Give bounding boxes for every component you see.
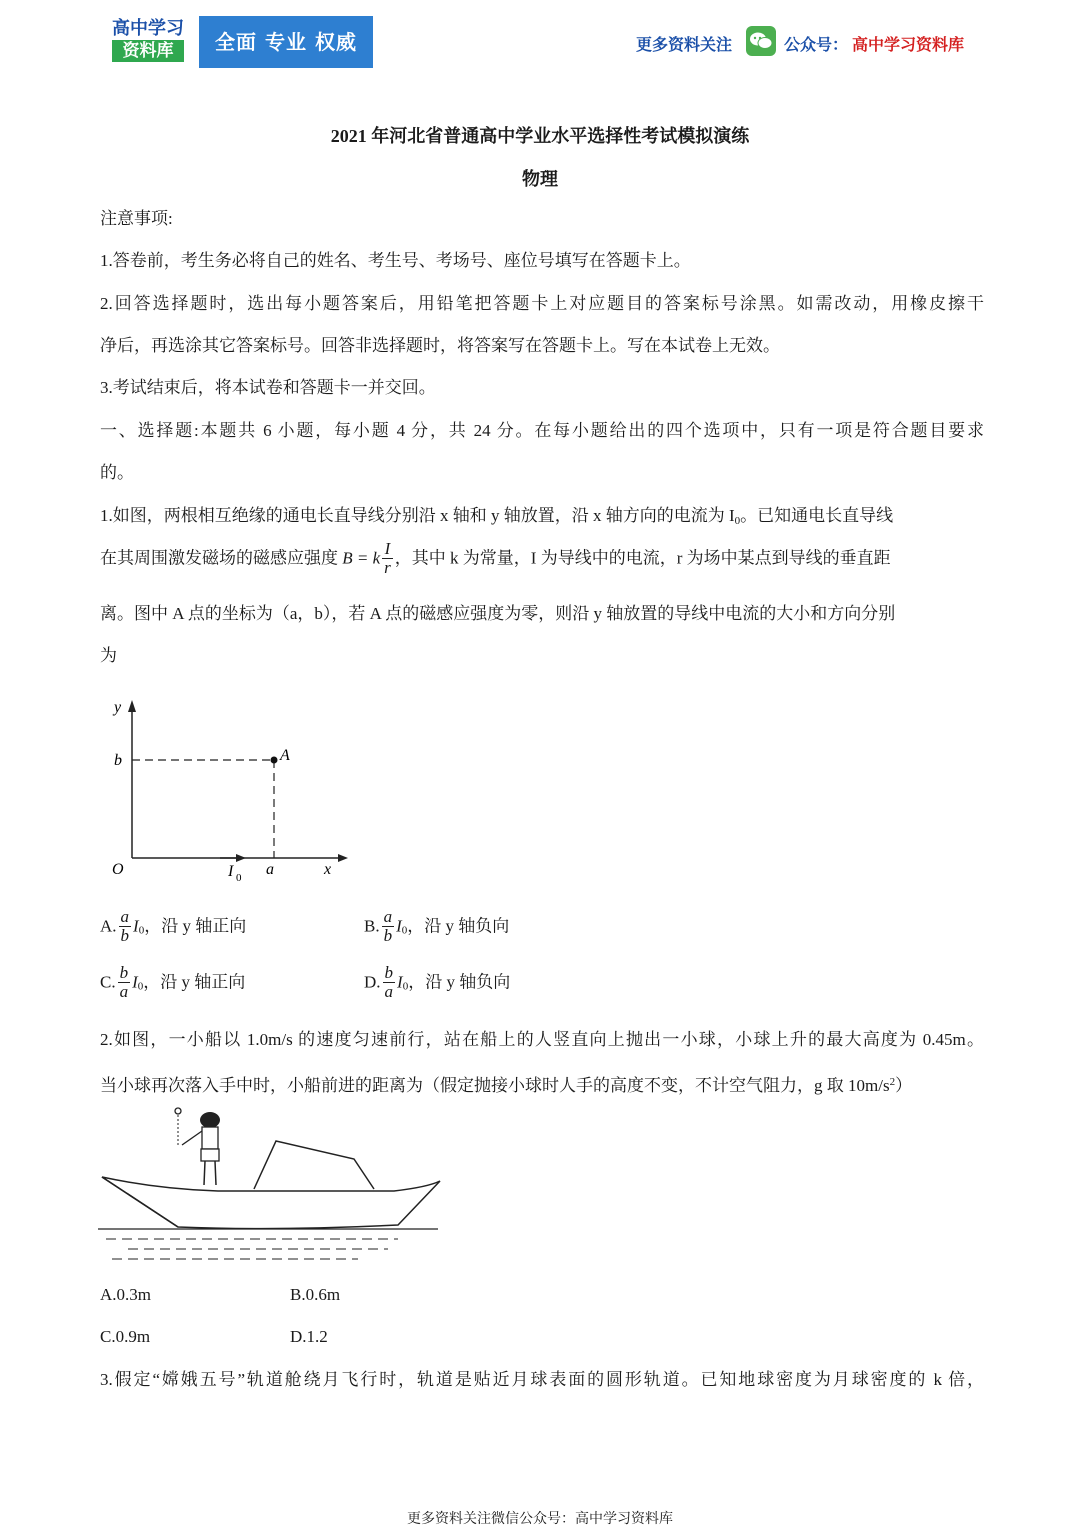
- label-b: b: [114, 752, 122, 769]
- q2-option-b: B.0.6m: [290, 1285, 341, 1304]
- exam-title: 2021 年河北省普通高中学业水平选择性考试模拟演练: [330, 126, 750, 146]
- option-c-prefix: C.: [100, 972, 116, 992]
- option-a-den: b: [120, 926, 130, 945]
- person-shorts: [201, 1149, 219, 1161]
- q2-boat-figure: [98, 1105, 443, 1265]
- option-a-i: I: [133, 916, 139, 936]
- option-d-text: ，沿 y 轴负向: [408, 972, 511, 992]
- subject-title: 物理: [522, 169, 558, 189]
- q1-line-1-post: 。已知通电长直导线: [740, 506, 894, 525]
- label-current-sub: 0: [236, 872, 242, 884]
- q1-option-c: [100, 964, 245, 1001]
- label-x: x: [324, 861, 332, 878]
- q1-option-b: [364, 908, 509, 945]
- q2-option-d: D.1.2: [290, 1327, 328, 1346]
- q3-line-1: 3.假定“嫦娥五号”轨道舱绕月飞行时，轨道是贴近月球表面的圆形轨道。已知地球密度为月球密度的 k 倍，: [100, 1370, 984, 1389]
- notice-item-1: 1.答卷前，考生务必将自己的姓名、考生号、考场号、座位号填写在答题卡上。: [100, 251, 691, 270]
- q1-option-a: [100, 908, 246, 945]
- q2-line-1: 2.如图，一小船以 1.0m/s 的速度匀速前行，站在船上的人竖直向上抛出一小球，小球上升的最大高度为 0.45m。: [100, 1030, 984, 1049]
- formula-fraction: [382, 540, 393, 577]
- q1-line-4: 为: [100, 646, 117, 665]
- person-leg-left: [204, 1161, 205, 1185]
- q1-line-1: [100, 505, 893, 532]
- option-b-den: b: [383, 926, 393, 945]
- q1-line-2-post: ，其中 k 为常量，I 为导线中的电流，r 为场中某点到导线的垂直距: [394, 548, 891, 568]
- notice-item-3: 3.考试结束后，将本试卷和答题卡一并交回。: [100, 378, 436, 397]
- boat-hull: [102, 1177, 440, 1229]
- q1-line-3: 离。图中 A 点的坐标为（a，b），若 A 点的磁感应强度为零，则沿 y 轴放置的导线中电流的大小和方向分别: [100, 604, 896, 623]
- option-d-i: I: [397, 972, 403, 992]
- option-a-num: a: [120, 907, 130, 926]
- notice-item-2b: 净后，再选涂其它答案标号。回答非选择题时，将答案写在答题卡上。写在本试卷上无效。: [100, 336, 780, 355]
- current-i0-arrowhead: [236, 854, 246, 862]
- q2-line-2-sup: 2: [889, 1076, 896, 1088]
- logo: [112, 18, 184, 64]
- label-current: I: [228, 863, 234, 880]
- option-a-text: ，沿 y 轴正向: [144, 916, 247, 936]
- option-c-i: I: [132, 972, 138, 992]
- point-a: [271, 757, 278, 764]
- slogan-banner: 全面 专业 权威: [199, 16, 373, 68]
- option-b-prefix: B.: [364, 916, 380, 936]
- wechat-icon: [746, 26, 776, 56]
- section-1-heading-cont: 的。: [100, 463, 134, 482]
- section-1-heading: 一、选择题:本题共 6 小题，每小题 4 分，共 24 分。在每小题给出的四个选项中，只有一项是符合题目要求: [100, 421, 984, 440]
- option-c-den: a: [119, 982, 129, 1001]
- promo-account-label: 公众号：: [784, 35, 849, 54]
- q1-axes-figure: [100, 690, 360, 890]
- x-axis-arrow: [338, 854, 348, 862]
- option-d-den: a: [384, 982, 394, 1001]
- page-footer: 更多资料关注微信公众号：高中学习资料库: [407, 1512, 673, 1527]
- option-c-text: ，沿 y 轴正向: [143, 972, 246, 992]
- person-body: [202, 1127, 218, 1149]
- option-d-num: b: [384, 963, 394, 982]
- notice-heading: 注意事项:: [100, 209, 173, 228]
- option-b-i: I: [396, 916, 402, 936]
- option-b-sub: 0: [401, 924, 408, 937]
- option-a-fraction: [119, 908, 132, 945]
- q1-line-2-pre: 在其周围激发磁场的磁感应强度: [100, 548, 338, 568]
- q1-option-d: [364, 964, 510, 1001]
- q2-line-2-post: ）: [895, 1076, 913, 1095]
- option-d-fraction: [383, 964, 396, 1001]
- promo-text: 更多资料关注: [636, 35, 733, 54]
- person-arm: [182, 1131, 202, 1145]
- formula-denominator: r: [384, 558, 391, 577]
- q2-option-a: A.0.3m: [100, 1285, 151, 1304]
- y-axis-arrow: [128, 700, 136, 712]
- option-b-fraction: [382, 908, 395, 945]
- q2-line-2: [100, 1071, 912, 1097]
- promo-account-name: 高中学习资料库: [852, 35, 965, 54]
- option-a-sub: 0: [138, 924, 145, 937]
- label-a: a: [266, 861, 274, 878]
- option-c-num: b: [119, 963, 129, 982]
- logo-top-text: 高中学习: [112, 18, 184, 39]
- q2-line-2-pre: 当小球再次落入手中时，小船前进的距离为（假定抛接小球时人手的高度不变，不计空气阻力，g 取 10m/s: [100, 1076, 890, 1095]
- notice-item-2a: 2.回答选择题时，选出每小题答案后，用铅笔把答题卡上对应题目的答案标号涂黑。如需改动，用橡皮擦干: [100, 294, 984, 313]
- option-d-sub: 0: [402, 980, 409, 993]
- q1-line-1-pre: 1.如图，两根相互绝缘的通电长直导线分别沿 x 轴和 y 轴放置，沿 x 轴方向的电流为 I: [100, 506, 735, 525]
- option-a-prefix: A.: [100, 916, 117, 936]
- person-head: [200, 1112, 220, 1128]
- person-leg-right: [215, 1161, 216, 1185]
- q1-line-2: [100, 540, 891, 577]
- label-point-a: A: [280, 747, 290, 764]
- option-d-prefix: D.: [364, 972, 381, 992]
- ball: [175, 1108, 181, 1114]
- option-c-sub: 0: [137, 980, 144, 993]
- option-b-num: a: [383, 907, 393, 926]
- label-origin: O: [112, 861, 124, 878]
- q2-option-c: C.0.9m: [100, 1327, 151, 1346]
- formula-lhs: B = k: [342, 548, 381, 568]
- logo-bottom-text: 资料库: [112, 40, 184, 62]
- formula-numerator: I: [382, 540, 393, 559]
- label-y: y: [114, 699, 122, 716]
- q1-line-1-sub: 0: [734, 515, 741, 527]
- boat-cabin: [254, 1141, 374, 1189]
- option-c-fraction: [118, 964, 131, 1001]
- option-b-text: ，沿 y 轴负向: [407, 916, 510, 936]
